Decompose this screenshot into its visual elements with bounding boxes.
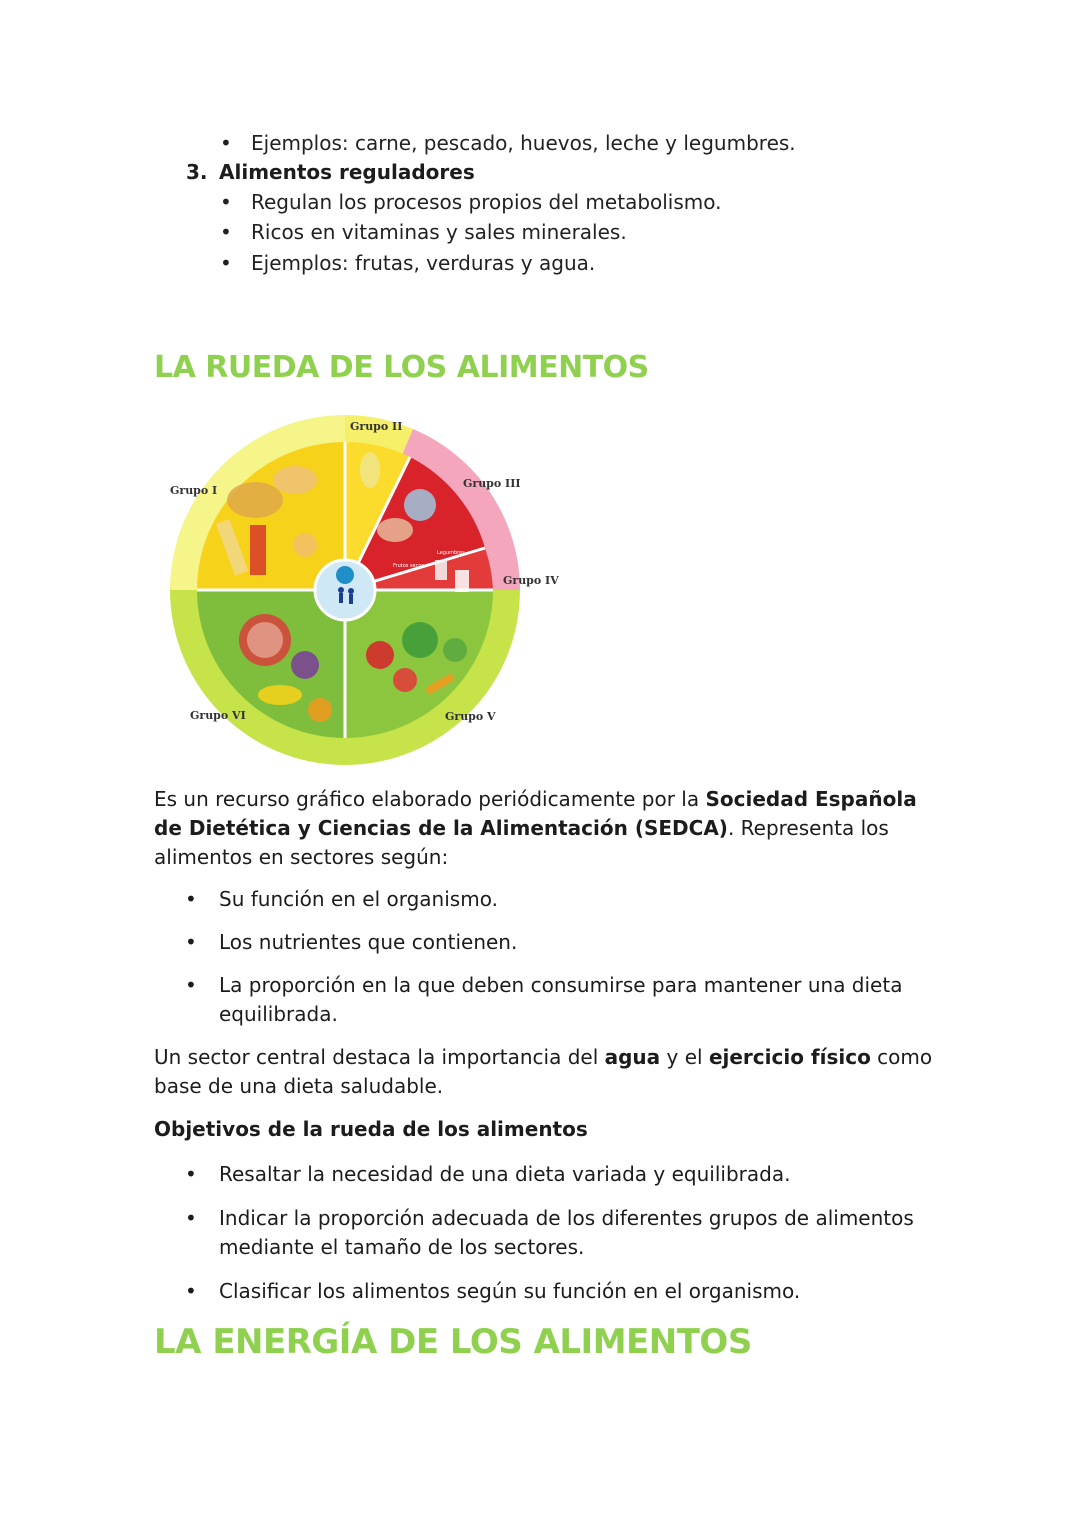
list-item: • Los nutrientes que contienen. bbox=[154, 928, 934, 957]
food-wheel-diagram bbox=[155, 410, 575, 770]
list-item: • Resaltar la necesidad de una dieta variada y equilibrada. bbox=[154, 1160, 934, 1189]
label-grupo-vi: Grupo VI bbox=[190, 709, 246, 722]
label-grupo-iv: Grupo IV bbox=[503, 574, 559, 587]
label-grupo-v: Grupo V bbox=[445, 710, 496, 723]
list-item: • Clasificar los alimentos según su función en el organismo. bbox=[154, 1277, 934, 1306]
label-legumbres: Legumbres bbox=[437, 550, 465, 556]
objectives-heading: Objetivos de la rueda de los alimentos bbox=[154, 1117, 588, 1141]
list-item: • La proporción en la que deben consumirse para mantener una dieta equilibrada. bbox=[154, 971, 934, 1029]
bullet-text: Ricos en vitaminas y sales minerales. bbox=[251, 220, 627, 244]
list-item: • Su función en el organismo. bbox=[154, 885, 934, 914]
bullet-text: Ejemplos: carne, pescado, huevos, leche y legumbres. bbox=[251, 131, 796, 155]
bullet-text: Ejemplos: frutas, verduras y agua. bbox=[251, 251, 596, 275]
list-item: • Indicar la proporción adecuada de los diferentes grupos de alimentos mediante el tamaño de los sectores. bbox=[154, 1204, 934, 1262]
label-grupo-i: Grupo I bbox=[170, 484, 218, 497]
section-title-wheel: LA RUEDA DE LOS ALIMENTOS bbox=[154, 350, 649, 385]
section-title-energy: LA ENERGÍA DE LOS ALIMENTOS bbox=[154, 1322, 752, 1362]
label-frutos-secos: Frutos secos bbox=[393, 563, 425, 569]
wheel-description: Es un recurso gráfico elaborado periódicamente por la Sociedad Española de Dietética y Ciencias de la Alimentación (SEDCA). Representa los alimentos en sectores según: bbox=[154, 787, 917, 869]
label-grupo-iii: Grupo III bbox=[463, 477, 521, 490]
objectives-list bbox=[154, 1160, 934, 1306]
center-sector-text: Un sector central destaca la importancia del agua y el ejercicio físico como base de una dieta saludable. bbox=[154, 1045, 933, 1098]
water-icon bbox=[336, 566, 354, 584]
item-number: 3. bbox=[186, 160, 208, 184]
item-title: Alimentos reguladores bbox=[219, 160, 475, 184]
criteria-list bbox=[154, 885, 934, 1029]
bullet-text: Regulan los procesos propios del metabolismo. bbox=[251, 190, 722, 214]
label-grupo-ii: Grupo II bbox=[350, 420, 403, 433]
